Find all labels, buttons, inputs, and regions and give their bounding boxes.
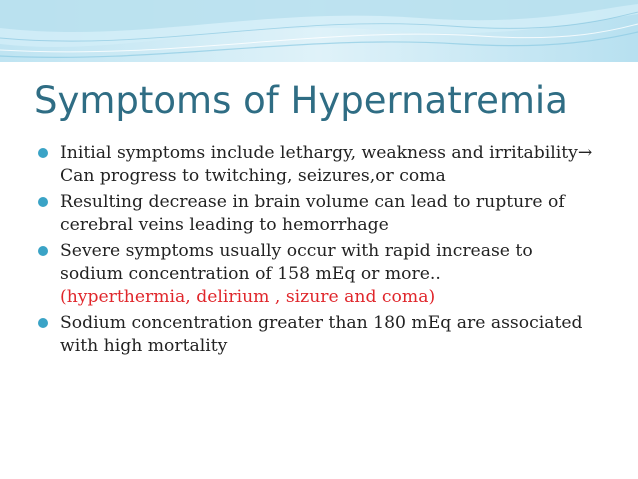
bullet-item-initial-symptoms <box>36 142 601 187</box>
bullet-item-brain-volume <box>36 191 601 236</box>
bullet-text-mortality: Sodium concentration greater than 180 mEq are associated with high mortality <box>60 313 583 356</box>
decorative-header-band <box>0 0 638 62</box>
bullet-item-severe-symptoms <box>36 240 601 308</box>
bullet-text-severe: Severe symptoms usually occur with rapid increase to sodium concentration of 158 mEq or more.. <box>60 241 533 284</box>
highlighted-symptoms-text: (hyperthermia, delirium , sizure and coma) <box>60 286 436 307</box>
bullet-text-initial: Initial symptoms include lethargy, weakness and irritability <box>60 143 578 163</box>
right-arrow-icon: → <box>577 143 593 163</box>
bullet-item-mortality <box>36 312 601 357</box>
slide-title: Symptoms of Hypernatremia <box>34 79 568 122</box>
bullet-icon <box>38 148 48 158</box>
bullet-icon <box>38 246 48 256</box>
bullet-text-brain-volume: Resulting decrease in brain volume can lead to rupture of cerebral veins leading to hemorrhage <box>60 192 565 235</box>
bullet-list <box>36 142 601 361</box>
bullet-icon <box>38 197 48 207</box>
bullet-text-progression: Can progress to twitching, seizures,or coma <box>60 165 446 186</box>
bullet-icon <box>38 318 48 328</box>
